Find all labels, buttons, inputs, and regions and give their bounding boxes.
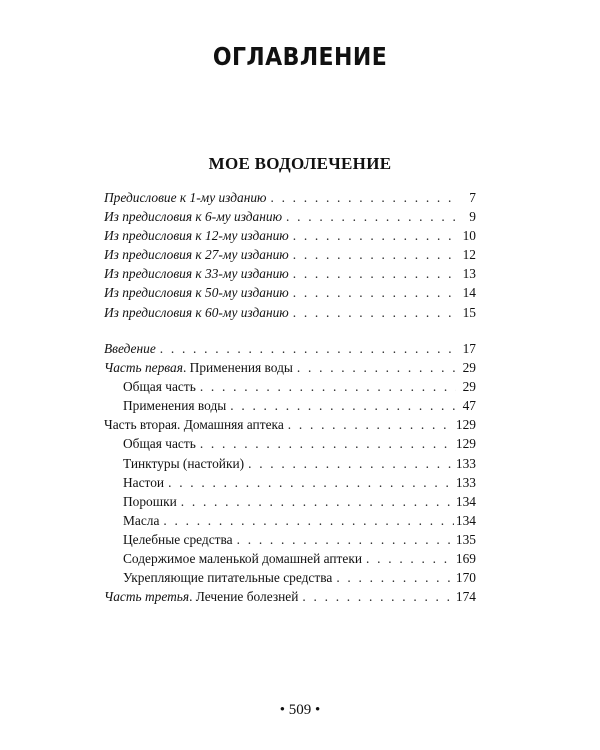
toc-entry-page: 10 [462,228,476,244]
toc-entry [104,377,476,396]
toc-entry-title-text: . Лечение болезней [189,589,299,605]
toc-entry-title [123,454,244,473]
toc-entry-page: 133 [455,455,476,471]
toc-entry-title-italic: Из предисловия к 60-му изданию [104,304,289,320]
dot-leader [336,568,454,587]
dot-leader [286,207,456,226]
toc-entry-title [123,568,332,587]
dot-leader [200,377,456,396]
toc-entry-page: 15 [462,304,476,320]
toc-entry [104,226,476,245]
toc-entry [104,530,476,549]
toc-entry-title-italic: Предисловие к 1-му изданию [104,190,267,205]
toc-entry-title [123,473,164,492]
toc-entry-page: 169 [455,551,476,567]
toc-entry-title [123,549,362,568]
toc-entry-title [104,415,284,434]
toc-entry [104,587,476,606]
toc-entry-title-text: Содержимое маленькой домашней аптеки [123,551,363,567]
toc-entry-title [104,358,293,377]
toc-entry-title-text: . Применения воды [182,360,293,376]
preface-list [104,188,476,322]
toc-entry-title-italic: Из предисловия к 33-му изданию [104,266,289,282]
toc-entry-page: 29 [462,360,476,376]
toc-entry-title [104,245,289,264]
toc-entry [104,434,476,453]
toc-entry-title-text: Общая часть [123,436,196,452]
toc-entry [104,549,476,568]
toc-entry-page: 14 [462,285,476,301]
toc-entry-title-italic: Часть третья [104,589,190,605]
toc-entry [104,396,476,415]
toc-entry-title-text: Масла [123,512,160,528]
toc-entry [104,339,476,358]
toc-entry-page: 133 [455,474,476,490]
toc-entry-title-italic: Введение [104,341,156,356]
toc-entry [104,492,476,511]
toc-entry-title-italic: Из предисловия к 27-му изданию [104,247,289,263]
toc-entry-title-text: Порошки [123,493,177,509]
page-heading: ОГЛАВЛЕНИЕ [212,42,388,71]
toc-entry-page: 170 [455,570,476,586]
toc-entry [104,358,476,377]
toc-entry [104,415,476,434]
dot-leader [163,511,453,530]
toc-entry-title [104,303,289,322]
toc-entry-page: 174 [455,589,476,605]
dot-leader [168,473,454,492]
toc-entry [104,245,476,264]
toc-entry-page: 47 [462,398,476,414]
toc-entry-title-italic: Из предисловия к 50-му изданию [104,285,289,301]
dot-leader [293,303,456,322]
dot-leader [230,396,456,415]
dot-leader [293,226,456,245]
toc-entry-title-text: Применения воды [123,398,227,414]
toc-entry [104,188,476,207]
toc-entry-title-text: Общая часть [123,379,196,395]
toc-entry-title [104,188,266,207]
toc-entry-title-text: Настои [123,474,165,490]
toc-entry-page: 17 [462,341,476,356]
toc-entry [104,207,476,226]
toc-entry-page: 129 [455,436,476,452]
toc-entry-title [104,264,289,283]
dot-leader [160,339,456,358]
toc-entry-title-text: Целебные средства [123,531,233,547]
toc-entry [104,511,476,530]
toc-entry-page: 13 [462,266,476,282]
toc-entry [104,303,476,322]
toc-entry-title [123,511,159,530]
toc-entry-title-text: Часть вторая. Домашняя аптека [104,417,284,433]
toc-entry-title [104,587,298,606]
section-title: МОЕ ВОДОЛЕЧЕНИЕ [208,154,392,173]
toc-entry-page: 135 [455,531,476,547]
dot-leader [181,492,454,511]
toc-entry-title [104,339,156,358]
toc-entry-title [104,207,282,226]
dot-leader [293,264,456,283]
toc-entry-page: 12 [462,247,476,263]
toc-entry-title [123,377,196,396]
toc-entry-title [104,283,289,302]
dot-leader [270,188,456,207]
toc-entry-title-italic: Из предисловия к 12-му изданию [104,228,289,244]
dot-leader [297,358,456,377]
toc-entry-page: 134 [455,493,476,509]
dot-leader [200,434,454,453]
dot-leader [293,245,456,264]
dot-leader [237,530,454,549]
toc-entry-title [123,396,226,415]
contents-list [104,339,476,606]
toc-entry [104,283,476,302]
toc-entry-page: 9 [469,209,476,225]
toc-entry [104,473,476,492]
toc-entry-title [123,434,196,453]
dot-leader [302,587,454,606]
toc-entry-title-italic: Из предисловия к 6-му изданию [104,209,283,225]
toc-entry-title [104,226,289,245]
toc-entry-page: 129 [455,417,476,433]
toc-entry-title-text: Тинктуры (настойки) [123,455,245,471]
toc-entry-title-italic: Часть первая [104,360,183,376]
toc-entry-page: 134 [455,512,476,528]
toc-entry-title-text: Укрепляющие питательные средства [123,570,333,586]
dot-leader [366,549,454,568]
toc-entry-page: 7 [469,190,476,205]
toc-entry [104,264,476,283]
toc-entry-title [123,530,233,549]
toc-entry-page: 29 [462,379,476,395]
dot-leader [293,283,456,302]
toc-entry [104,454,476,473]
toc-entry [104,568,476,587]
dot-leader [288,415,454,434]
toc-entry-title [123,492,177,511]
dot-leader [248,454,454,473]
page-number: • 509 • [279,702,321,718]
